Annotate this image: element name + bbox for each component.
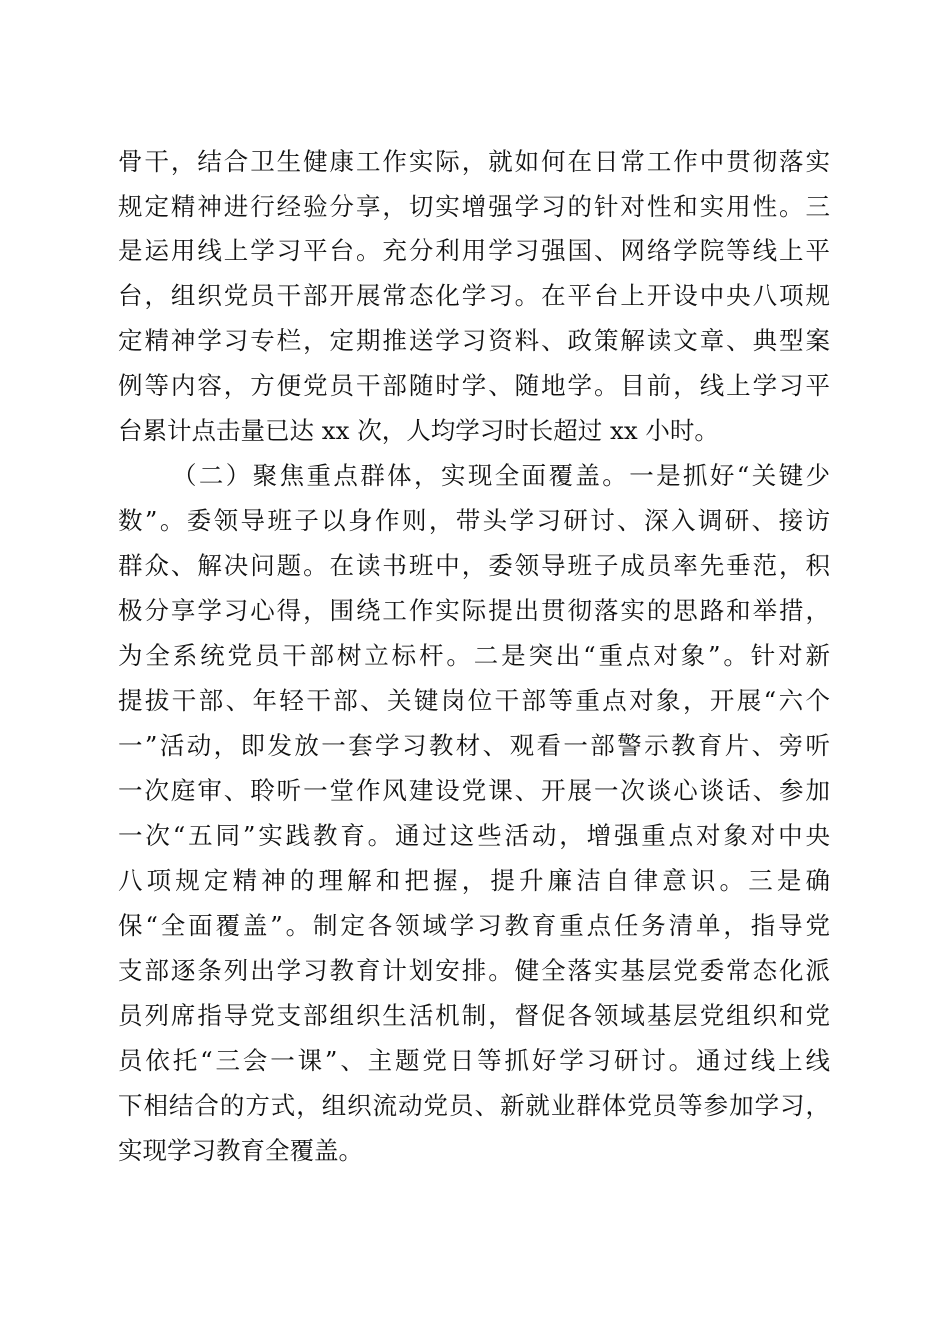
text-line-16: 一次“五同”实践教育。通过这些活动，增强重点对象对中央: [118, 821, 830, 850]
text-line-3: 是运用线上学习平台。充分利用学习强国、网络学院等线上平: [118, 236, 830, 265]
text-line-23: 实现学习教育全覆盖。: [118, 1136, 363, 1165]
section-heading-line: （二）聚焦重点群体，实现全面覆盖。一是抓好“关键少: [172, 461, 830, 490]
text-line-19: 支部逐条列出学习教育计划安排。健全落实基层党委常态化派: [118, 956, 830, 985]
text-line-22: 下相结合的方式，组织流动党员、新就业群体党员等参加学习，: [118, 1091, 830, 1120]
text-line-21: 员依托“三会一课”、主题党日等抓好学习研讨。通过线上线: [118, 1046, 830, 1075]
text-line-11: 极分享学习心得，围绕工作实际提出贯彻落实的思路和举措，: [118, 596, 830, 625]
text-line-6: 例等内容，方便党员干部随时学、随地学。目前，线上学习平: [118, 371, 830, 400]
text-line-14: 一”活动，即发放一套学习教材、观看一部警示教育片、旁听: [118, 731, 830, 760]
text-line-20: 员列席指导党支部组织生活机制，督促各领域基层党组织和党: [118, 1001, 830, 1030]
text-line-5: 定精神学习专栏，定期推送学习资料、政策解读文章、典型案: [118, 326, 830, 355]
text-line-15: 一次庭审、聆听一堂作风建设党课、开展一次谈心谈话、参加: [118, 776, 830, 805]
text-line-17: 八项规定精神的理解和把握，提升廉洁自律意识。三是确: [118, 866, 830, 895]
text-line-18: 保“全面覆盖”。制定各领域学习教育重点任务清单，指导党: [118, 911, 830, 940]
text-line-12: 为全系统党员干部树立标杆。二是突出“重点对象”。针对新: [118, 641, 830, 670]
text-line-4: 台，组织党员干部开展常态化学习。在平台上开设中央八项规: [118, 281, 830, 310]
text-line-7: 台累计点击量已达 xx 次，人均学习时长超过 xx 小时。: [118, 416, 719, 445]
text-line-10: 群众、解决问题。在读书班中，委领导班子成员率先垂范，积: [118, 551, 830, 580]
text-line-2: 规定精神进行经验分享，切实增强学习的针对性和实用性。三: [118, 192, 830, 221]
text-line-1: 骨干，结合卫生健康工作实际，就如何在日常工作中贯彻落实: [118, 147, 830, 176]
text-line-9: 数”。委领导班子以身作则，带头学习研讨、深入调研、接访: [118, 506, 830, 535]
text-line-13: 提拔干部、年轻干部、关键岗位干部等重点对象，开展“六个: [118, 686, 830, 715]
